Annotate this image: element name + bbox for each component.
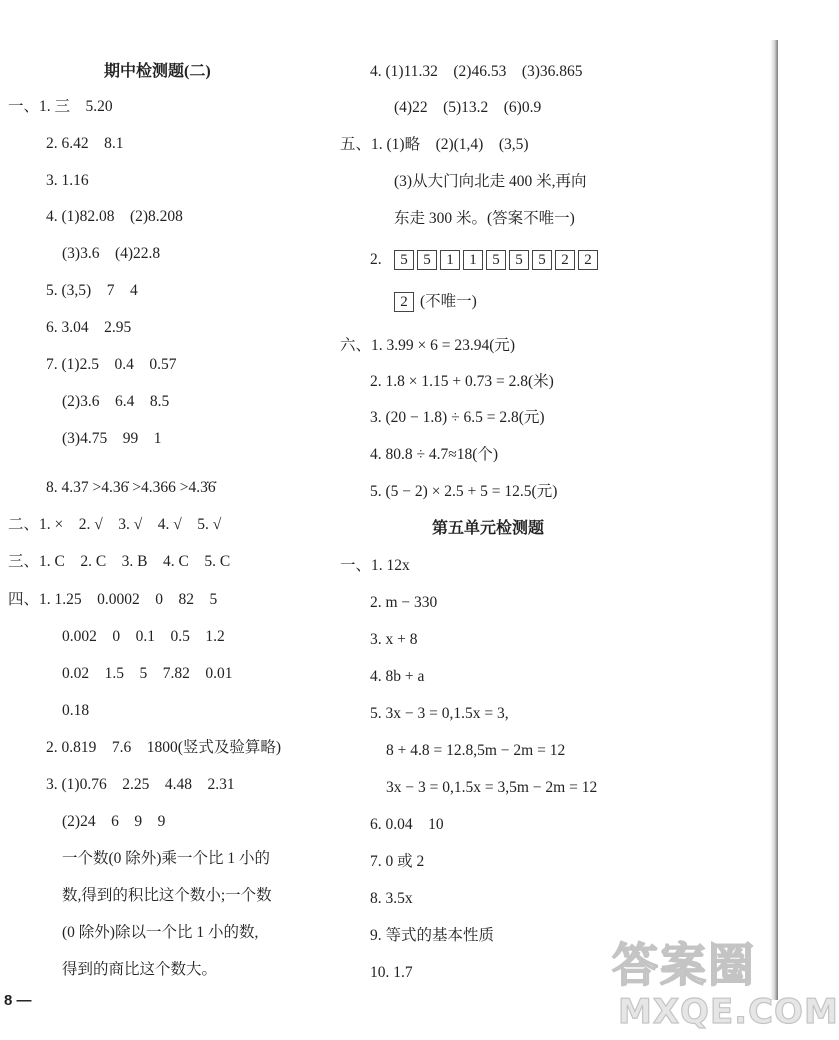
answer-line: 5. 3x − 3 = 0,1.5x = 3, bbox=[370, 705, 509, 722]
answer-line: (0 除外)除以一个比 1 小的数, bbox=[62, 924, 259, 941]
answer-box: 5 bbox=[417, 250, 437, 270]
answer-line: 3. (1)0.76 2.25 4.48 2.31 bbox=[46, 776, 235, 793]
answer-line: (3)4.75 99 1 bbox=[62, 430, 162, 447]
answer-line: 3. x + 8 bbox=[370, 631, 418, 648]
answer-line: 0.002 0 0.1 0.5 1.2 bbox=[62, 628, 225, 645]
answer-line: 0.02 1.5 5 7.82 0.01 bbox=[62, 665, 233, 682]
answer-line: 8. 4.37 >4.36̇ >4.366 >4.3̇6̇ bbox=[46, 479, 216, 496]
answer-line: 2. bbox=[370, 251, 382, 268]
answer-box: 5 bbox=[394, 250, 414, 270]
answer-line: 4. 80.8 ÷ 4.7≈18(个) bbox=[370, 446, 499, 463]
page-number: 8 — bbox=[4, 992, 32, 1009]
answer-box-row bbox=[394, 250, 598, 270]
answer-line: 4. (1)11.32 (2)46.53 (3)36.865 bbox=[370, 63, 583, 80]
answer-line: 四、1. 1.25 0.0002 0 82 5 bbox=[8, 591, 218, 608]
answer-line: 5. (3,5) 7 4 bbox=[46, 282, 138, 299]
answer-line: 7. (1)2.5 0.4 0.57 bbox=[46, 356, 177, 373]
answer-line: 6. 3.04 2.95 bbox=[46, 319, 132, 336]
section-title-unit5: 第五单元检测题 bbox=[432, 520, 545, 537]
section-title-midterm: 期中检测题(二) bbox=[104, 63, 211, 80]
answer-box: 2 bbox=[555, 250, 575, 270]
answer-line: 五、1. (1)略 (2)(1,4) (3,5) bbox=[340, 136, 529, 153]
answer-line: 5. (5 − 2) × 2.5 + 5 = 12.5(元) bbox=[370, 483, 558, 500]
answer-line: 2. 1.8 × 1.15 + 0.73 = 2.8(米) bbox=[370, 373, 554, 390]
answer-line: 4. 8b + a bbox=[370, 668, 425, 685]
answer-line: 得到的商比这个数大。 bbox=[62, 961, 218, 978]
answer-box: 2 bbox=[578, 250, 598, 270]
answer-line: 3x − 3 = 0,1.5x = 3,5m − 2m = 12 bbox=[386, 779, 598, 796]
answer-line: (3)3.6 (4)22.8 bbox=[62, 245, 161, 262]
answer-line: 数,得到的积比这个数小;一个数 bbox=[62, 887, 272, 904]
answer-line: (4)22 (5)13.2 (6)0.9 bbox=[394, 99, 542, 116]
answer-line: 三、1. C 2. C 3. B 4. C 5. C bbox=[8, 553, 231, 570]
answer-line: 6. 0.04 10 bbox=[370, 816, 444, 833]
answer-line: 一、1. 三 5.20 bbox=[8, 98, 113, 115]
answer-line: 10. 1.7 bbox=[370, 964, 413, 981]
answer-line: 8 + 4.8 = 12.8,5m − 2m = 12 bbox=[386, 742, 566, 759]
answer-line: 3. (20 − 1.8) ÷ 6.5 = 2.8(元) bbox=[370, 409, 545, 426]
answer-line: 3. 1.16 bbox=[46, 172, 89, 189]
answer-line: 一、1. 12x bbox=[340, 557, 410, 574]
answer-box: 5 bbox=[486, 250, 506, 270]
watermark-url: MXQE.COM bbox=[618, 992, 839, 1032]
answer-line: 一个数(0 除外)乘一个比 1 小的 bbox=[62, 850, 270, 867]
answer-line: 2. 0.819 7.6 1800(竖式及验算略) bbox=[46, 739, 282, 756]
answer-line: 4. (1)82.08 (2)8.208 bbox=[46, 208, 183, 225]
answer-box: 5 bbox=[532, 250, 552, 270]
answer-line: 7. 0 或 2 bbox=[370, 853, 425, 870]
answer-line: 六、1. 3.99 × 6 = 23.94(元) bbox=[340, 337, 516, 354]
answer-line: (3)从大门向北走 400 米,再向 bbox=[394, 173, 587, 190]
answer-line: 9. 等式的基本性质 bbox=[370, 927, 495, 944]
answer-box: 5 bbox=[509, 250, 529, 270]
answer-line: 8. 3.5x bbox=[370, 890, 413, 907]
answer-box: 2 bbox=[394, 292, 414, 312]
answer-box: 1 bbox=[440, 250, 460, 270]
answer-line: 2. 6.42 8.1 bbox=[46, 135, 124, 152]
answer-line: 0.18 bbox=[62, 702, 90, 719]
answer-line: (2)24 6 9 9 bbox=[62, 813, 166, 830]
answer-box: 1 bbox=[463, 250, 483, 270]
answer-line: 2. m − 330 bbox=[370, 594, 438, 611]
book-spine-shadow bbox=[770, 40, 778, 1000]
answer-line: 东走 300 米。(答案不唯一) bbox=[394, 210, 575, 227]
answer-line: 二、1. × 2. √ 3. √ 4. √ 5. √ bbox=[8, 516, 222, 533]
answer-line: (2)3.6 6.4 8.5 bbox=[62, 393, 170, 410]
box-note: (不唯一) bbox=[420, 293, 477, 310]
watermark-logo: 答案圈 bbox=[612, 938, 756, 992]
